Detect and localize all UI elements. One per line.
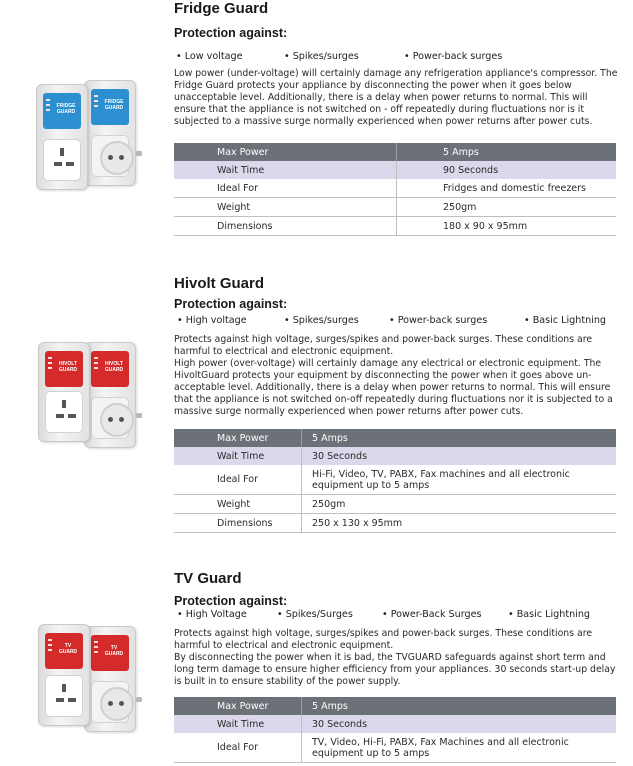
paragraph: Protects against high voltage, surges/spikes and power-back surges. These conditions are harmful to electrical and electronic equipment.: [174, 628, 593, 651]
plug-unit-rear: [84, 342, 136, 448]
spec-key: Weight: [174, 198, 397, 217]
indicator-panel: [45, 351, 83, 387]
section-subtitle: Protection against:: [174, 297, 288, 311]
plug-unit-rear: [84, 626, 136, 732]
bullet-item: • High voltage: [177, 315, 247, 326]
spec-key: Dimensions: [174, 514, 302, 533]
table-row: [174, 733, 616, 763]
spec-key: Max Power: [174, 143, 397, 161]
spec-table: [174, 429, 616, 533]
socket: [91, 681, 129, 723]
spec-key: Weight: [174, 495, 302, 514]
device-label: FRIDGE GUARD: [56, 103, 76, 115]
plug-unit-front: [38, 342, 90, 442]
plug-unit-front: [38, 624, 90, 726]
spec-key: Ideal For: [174, 465, 302, 495]
spec-value: 30 Seconds: [302, 715, 617, 733]
device-label: TV GUARD: [58, 643, 78, 655]
table-row: [174, 495, 616, 514]
device-label: TV GUARD: [104, 645, 124, 657]
spec-value: 250gm: [302, 495, 617, 514]
section-title: TV Guard: [174, 570, 242, 587]
table-row: [174, 143, 616, 161]
paragraph: Low power (under-voltage) will certainly damage any refrigeration appliance's compressor. The Fridge Guard protects your appliance by disconnecting the power when it goes below unacceptable level. Additionally, there is a delay when power returns to normal. This will ensure that the appliance is not switched on - off repeatedly during fluctuations nor is it subjected to a massive surge normally experienced when power returns after power cuts.: [174, 68, 618, 127]
device-label: HIVOLT GUARD: [104, 361, 124, 373]
spec-value: 5 Amps: [302, 697, 617, 715]
spec-value: Fridges and domestic freezers: [397, 179, 617, 198]
table-row: [174, 217, 616, 236]
table-row: [174, 697, 616, 715]
indicator-panel: [43, 93, 81, 129]
table-row: [174, 465, 616, 495]
table-row: [174, 198, 616, 217]
device-label: FRIDGE GUARD: [104, 99, 124, 111]
spec-value: 30 Seconds: [302, 447, 617, 465]
spec-value: 250 x 130 x 95mm: [302, 514, 617, 533]
paragraph: By disconnecting the power when it is bad, the TVGUARD safeguards against short term and long term damage to ensure higher efficiency from your appliances. 30 seconds start-up delay is built in to ensure stability of the power supply.: [174, 652, 616, 687]
bullet-item: • Basic Lightning: [508, 609, 591, 620]
spec-key: Wait Time: [174, 161, 397, 179]
table-row: [174, 429, 616, 447]
bullet-item: • High Voltage: [177, 609, 247, 620]
spec-key: Ideal For: [174, 733, 302, 763]
fridge-guard-product-image: [36, 76, 146, 191]
spec-value: 5 Amps: [397, 143, 617, 161]
socket: [91, 397, 129, 439]
bullet-item: • Low voltage: [176, 51, 243, 62]
bullet-item: • Spikes/surges: [284, 51, 359, 62]
section-subtitle: Protection against:: [174, 594, 288, 608]
bullet-item: • Spikes/surges: [284, 315, 359, 326]
bullet-item: • Spikes/Surges: [277, 609, 353, 620]
spec-key: Max Power: [174, 429, 302, 447]
description: [174, 68, 618, 128]
hivolt-guard-product-image: [38, 338, 148, 453]
bullet-item: • Power-back surges: [389, 315, 488, 326]
bullet-item: • Power-back surges: [404, 51, 503, 62]
spec-value: 5 Amps: [302, 429, 617, 447]
socket: [45, 391, 83, 433]
table-row: [174, 514, 616, 533]
spec-key: Wait Time: [174, 447, 302, 465]
table-row: [174, 161, 616, 179]
spec-table: [174, 143, 616, 236]
tv-guard-product-image: [38, 622, 148, 737]
plug-unit-rear: [84, 80, 136, 186]
description: [174, 334, 618, 418]
description: [174, 628, 618, 688]
spec-value: 180 x 90 x 95mm: [397, 217, 617, 236]
table-row: [174, 447, 616, 465]
paragraph: High power (over-voltage) will certainly damage any electrical or electronic equipment. The HivoltGuard protects your equipment by disconnecting the power when it goes above un-acceptable level. Additionally, there is a delay when power returns to normal. This will ensure that the appliance is not switched on-off repeatedly during fluctuations nor it is subjected to a massive surge normally experienced when power returns after power cuts.: [174, 358, 613, 417]
table-row: [174, 179, 616, 198]
plug-unit-front: [36, 84, 88, 190]
spec-table: [174, 697, 616, 763]
bullet-item: • Basic Lightning: [524, 315, 607, 326]
spec-key: Ideal For: [174, 179, 397, 198]
socket: [43, 139, 81, 181]
section-title: Fridge Guard: [174, 0, 269, 17]
spec-value: 90 Seconds: [397, 161, 617, 179]
paragraph: Protects against high voltage, surges/spikes and power-back surges. These conditions are harmful to electrical and electronic equipment.: [174, 334, 593, 357]
spec-value: 250gm: [397, 198, 617, 217]
spec-key: Max Power: [174, 697, 302, 715]
bullet-item: • Power-Back Surges: [382, 609, 482, 620]
socket: [91, 135, 129, 177]
spec-key: Wait Time: [174, 715, 302, 733]
spec-value: TV, Video, Hi-Fi, PABX, Fax Machines and all electronic equipment up to 5 amps: [302, 733, 617, 763]
device-label: HIVOLT GUARD: [58, 361, 78, 373]
spec-value: Hi-Fi, Video, TV, PABX, Fax machines and all electronic equipment up to 5 amps: [302, 465, 617, 495]
spec-key: Dimensions: [174, 217, 397, 236]
indicator-panel: [45, 633, 83, 669]
table-row: [174, 715, 616, 733]
indicator-panel: [91, 635, 129, 671]
indicator-panel: [91, 351, 129, 387]
socket: [45, 675, 83, 717]
section-subtitle: Protection against:: [174, 26, 288, 40]
indicator-panel: [91, 89, 129, 125]
section-title: Hivolt Guard: [174, 275, 265, 292]
